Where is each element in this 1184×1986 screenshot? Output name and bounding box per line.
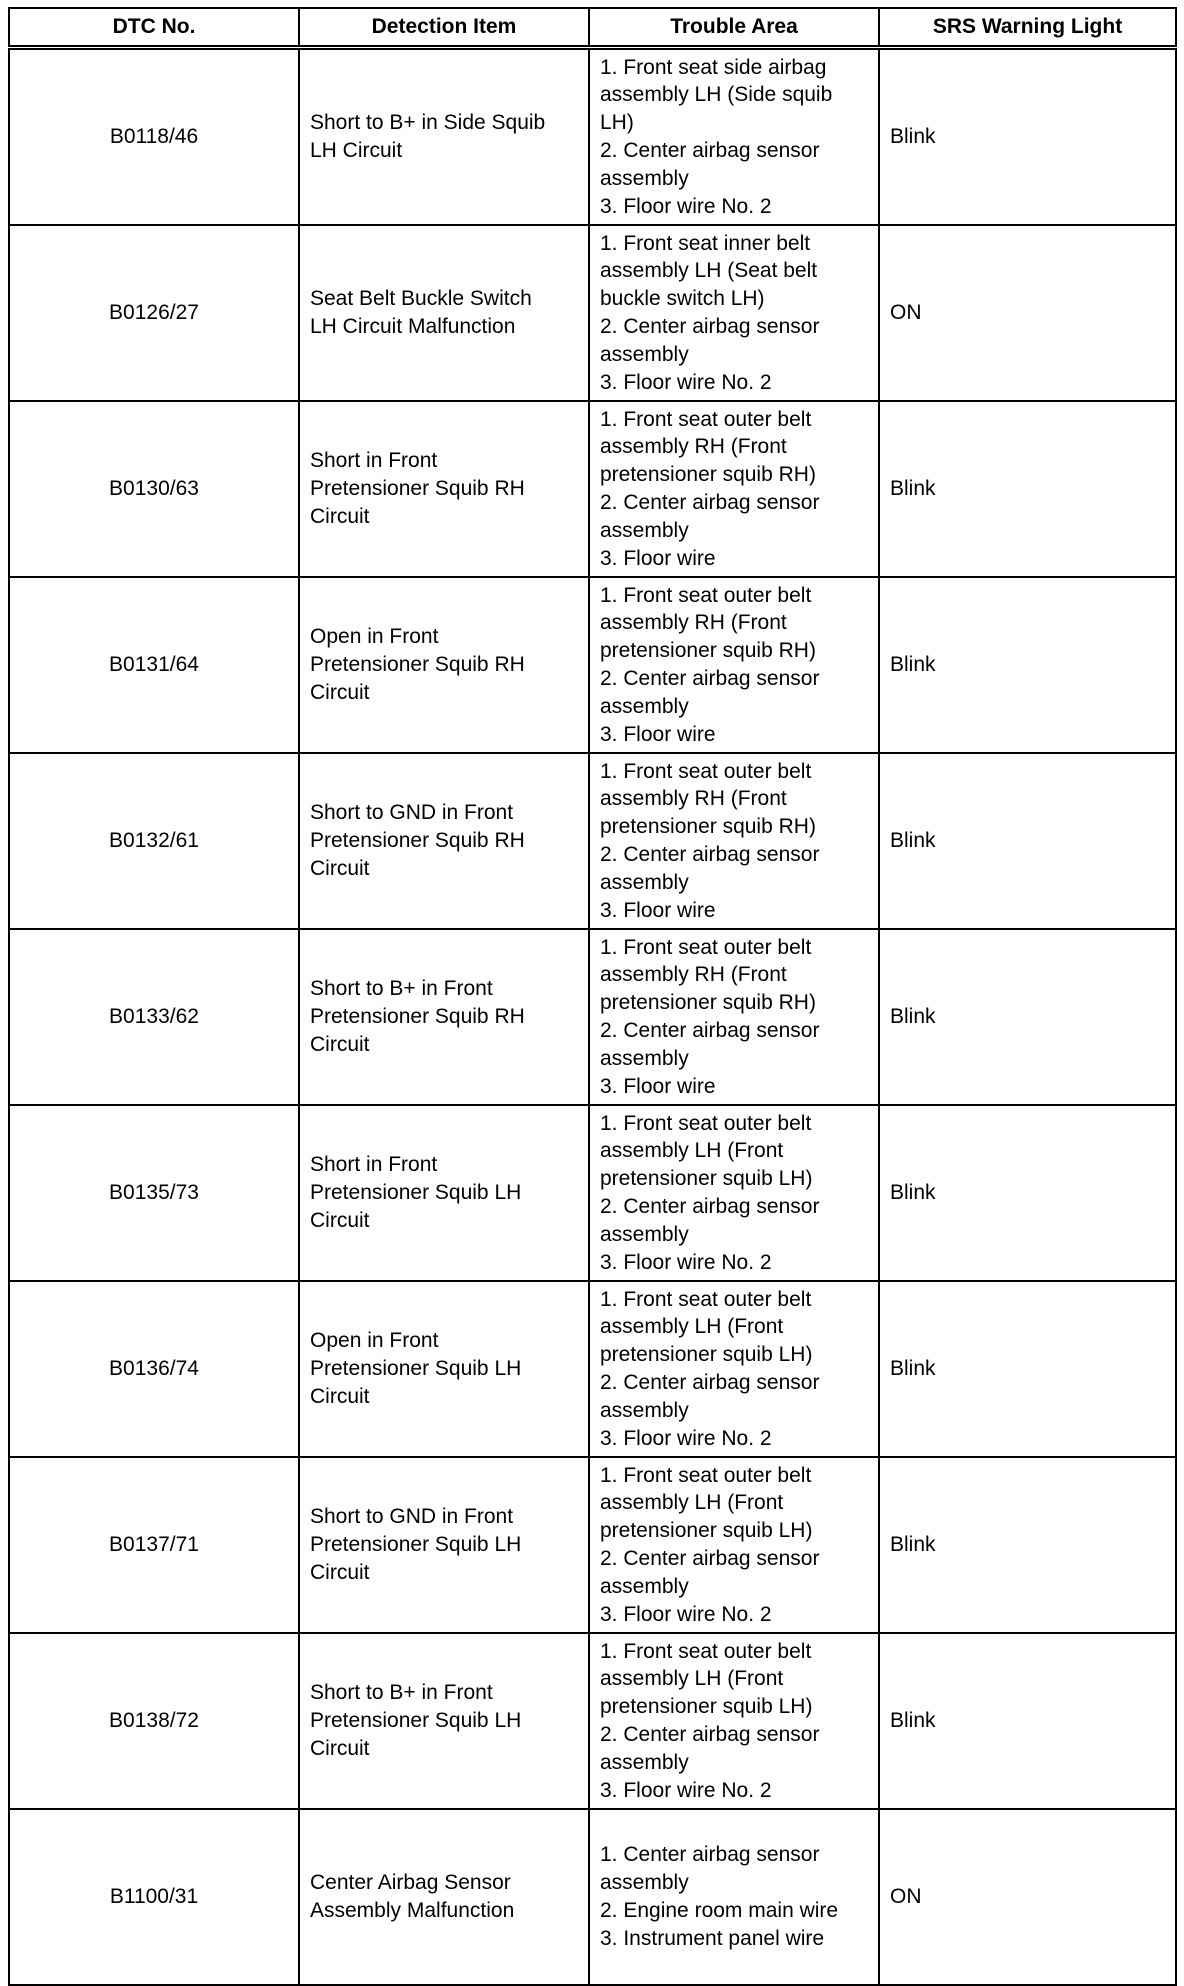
table-row	[9, 48, 1176, 226]
dtc-code-cell: B0135/73	[9, 1105, 299, 1281]
trouble-area-cell: 1. Front seat outer belt assembly LH (Front pretensioner squib LH) 2. Center airbag sensor assembly 3. Floor wire No. 2	[589, 1633, 879, 1809]
detection-item-cell: Open in Front Pretensioner Squib RH Circuit	[299, 577, 589, 753]
dtc-code-cell: B0138/72	[9, 1633, 299, 1809]
table-row	[9, 1809, 1176, 1985]
trouble-area-cell: 1. Front seat outer belt assembly LH (Front pretensioner squib LH) 2. Center airbag sensor assembly 3. Floor wire No. 2	[589, 1457, 879, 1633]
detection-item-cell: Open in Front Pretensioner Squib LH Circuit	[299, 1281, 589, 1457]
trouble-area-cell: 1. Front seat outer belt assembly LH (Front pretensioner squib LH) 2. Center airbag sensor assembly 3. Floor wire No. 2	[589, 1281, 879, 1457]
table-row	[9, 401, 1176, 577]
dtc-table	[8, 7, 1177, 1986]
srs-warning-light-cell: ON	[879, 225, 1176, 401]
trouble-area-cell: 1. Front seat outer belt assembly RH (Front pretensioner squib RH) 2. Center airbag sensor assembly 3. Floor wire	[589, 929, 879, 1105]
srs-warning-light-cell: Blink	[879, 1105, 1176, 1281]
dtc-code-cell: B0118/46	[9, 48, 299, 226]
table-header	[9, 8, 1176, 48]
header-srs-warning-light: SRS Warning Light	[879, 8, 1176, 48]
srs-warning-light-cell: Blink	[879, 48, 1176, 226]
dtc-code-cell: B0130/63	[9, 401, 299, 577]
table-row	[9, 1457, 1176, 1633]
detection-item-cell: Short to B+ in Side Squib LH Circuit	[299, 48, 589, 226]
srs-warning-light-cell: Blink	[879, 577, 1176, 753]
trouble-area-cell: 1. Front seat inner belt assembly LH (Seat belt buckle switch LH) 2. Center airbag sensor assembly 3. Floor wire No. 2	[589, 225, 879, 401]
header-detection-item: Detection Item	[299, 8, 589, 48]
table-row	[9, 929, 1176, 1105]
srs-warning-light-cell: Blink	[879, 753, 1176, 929]
trouble-area-cell: 1. Center airbag sensor assembly 2. Engine room main wire 3. Instrument panel wire	[589, 1809, 879, 1985]
trouble-area-cell: 1. Front seat outer belt assembly RH (Front pretensioner squib RH) 2. Center airbag sensor assembly 3. Floor wire	[589, 401, 879, 577]
detection-item-cell: Short to B+ in Front Pretensioner Squib RH Circuit	[299, 929, 589, 1105]
detection-item-cell: Short in Front Pretensioner Squib RH Circuit	[299, 401, 589, 577]
detection-item-cell: Seat Belt Buckle Switch LH Circuit Malfunction	[299, 225, 589, 401]
srs-warning-light-cell: Blink	[879, 1457, 1176, 1633]
table-body	[9, 48, 1176, 1986]
table-row	[9, 577, 1176, 753]
srs-warning-light-cell: ON	[879, 1809, 1176, 1985]
header-row	[9, 8, 1176, 48]
dtc-code-cell: B0126/27	[9, 225, 299, 401]
trouble-area-cell: 1. Front seat outer belt assembly RH (Front pretensioner squib RH) 2. Center airbag sensor assembly 3. Floor wire	[589, 577, 879, 753]
trouble-area-cell: 1. Front seat outer belt assembly LH (Front pretensioner squib LH) 2. Center airbag sensor assembly 3. Floor wire No. 2	[589, 1105, 879, 1281]
srs-warning-light-cell: Blink	[879, 401, 1176, 577]
srs-warning-light-cell: Blink	[879, 929, 1176, 1105]
table-row	[9, 1281, 1176, 1457]
dtc-code-cell: B0137/71	[9, 1457, 299, 1633]
detection-item-cell: Short to B+ in Front Pretensioner Squib LH Circuit	[299, 1633, 589, 1809]
table-row	[9, 1633, 1176, 1809]
detection-item-cell: Center Airbag Sensor Assembly Malfunction	[299, 1809, 589, 1985]
header-trouble-area: Trouble Area	[589, 8, 879, 48]
trouble-area-cell: 1. Front seat side airbag assembly LH (Side squib LH) 2. Center airbag sensor assembly 3. Floor wire No. 2	[589, 48, 879, 226]
detection-item-cell: Short to GND in Front Pretensioner Squib RH Circuit	[299, 753, 589, 929]
table-row	[9, 753, 1176, 929]
detection-item-cell: Short in Front Pretensioner Squib LH Circuit	[299, 1105, 589, 1281]
dtc-code-cell: B0133/62	[9, 929, 299, 1105]
table-row	[9, 225, 1176, 401]
dtc-code-cell: B0132/61	[9, 753, 299, 929]
dtc-code-cell: B0136/74	[9, 1281, 299, 1457]
srs-warning-light-cell: Blink	[879, 1281, 1176, 1457]
dtc-code-cell: B1100/31	[9, 1809, 299, 1985]
table-row	[9, 1105, 1176, 1281]
header-dtc-no: DTC No.	[9, 8, 299, 48]
dtc-code-cell: B0131/64	[9, 577, 299, 753]
srs-warning-light-cell: Blink	[879, 1633, 1176, 1809]
detection-item-cell: Short to GND in Front Pretensioner Squib LH Circuit	[299, 1457, 589, 1633]
trouble-area-cell: 1. Front seat outer belt assembly RH (Front pretensioner squib RH) 2. Center airbag sensor assembly 3. Floor wire	[589, 753, 879, 929]
